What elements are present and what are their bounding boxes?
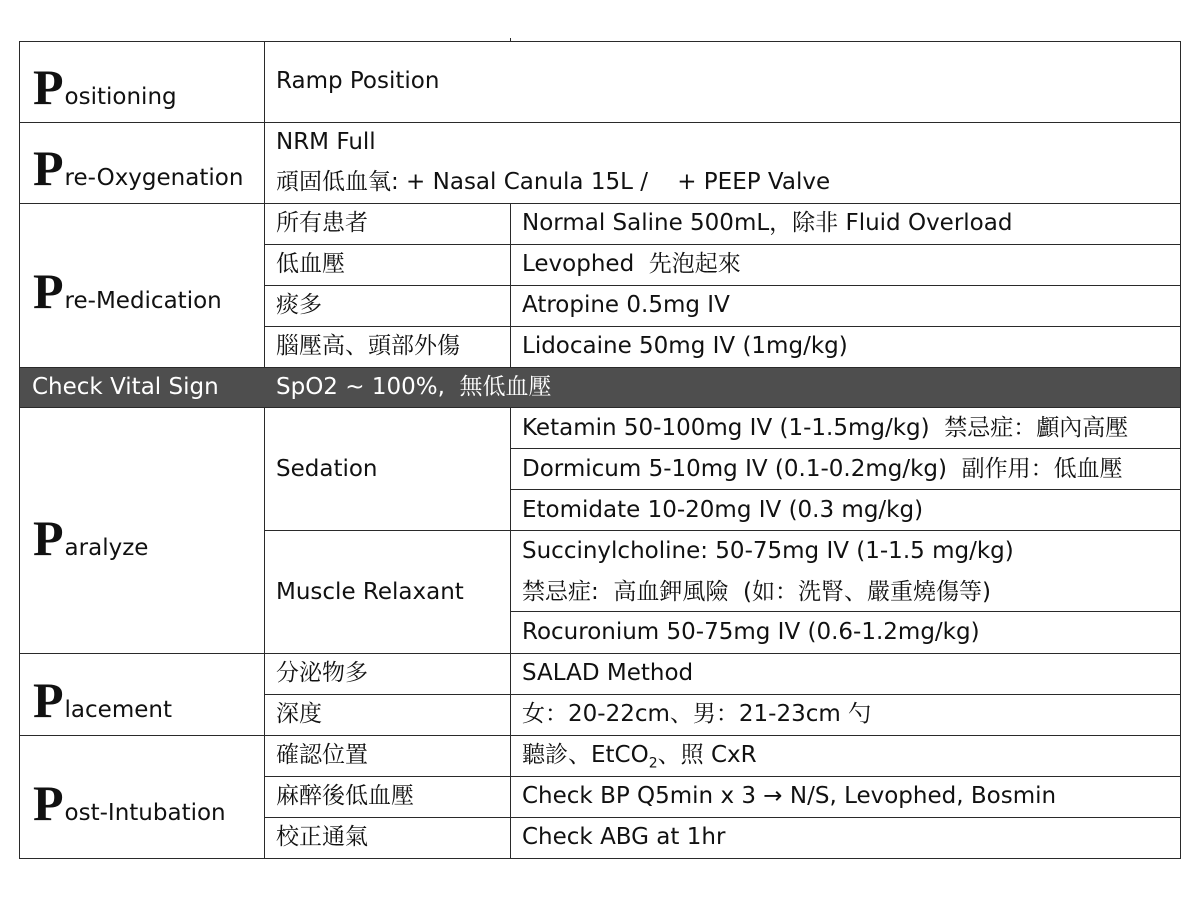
label-rest: re-Medication [64,288,222,314]
post-intubation-condition: 確認位置 [276,742,368,768]
initial-letter: P [33,510,64,566]
sedation-drug: Etomidate 10-20mg IV (0.3 mg/kg) [522,497,924,523]
paralyze-label [33,510,149,566]
initial-letter: P [33,672,64,728]
rule [19,203,1181,204]
pre-oxygenation-line2: 頑固低血氧: + Nasal Canula 15L / + PEEP Valve [276,169,831,195]
label-rest: ost-Intubation [64,800,226,826]
rule [510,489,1181,490]
post-intubation-label [33,775,226,831]
post-intubation-treatment [522,740,757,779]
label-rest: ositioning [64,84,177,110]
rule [264,530,1181,531]
label-rest: aralyze [64,535,149,561]
rule [264,244,1181,245]
rule [510,448,1181,449]
rule [510,203,511,367]
sedation-label: Sedation [276,456,378,482]
rule [19,122,1181,123]
premed-treatment: Lidocaine 50mg IV (1mg/kg) [522,333,848,359]
rule [19,367,1181,368]
premed-treatment: Levophed 先泡起來 [522,251,741,277]
sedation-drug: Ketamin 50-100mg IV (1-1.5mg/kg) 禁忌症：顱內高壓 [522,415,1129,441]
placement-condition: 深度 [276,701,322,727]
rule [19,41,1181,42]
subscript-text: 2 [648,755,658,772]
premed-condition: 腦壓高、頭部外傷 [276,333,460,359]
treatment-text: 、照 CxR [657,742,757,768]
placement-treatment: SALAD Method [522,660,694,686]
rule [264,817,1181,818]
pre-oxygenation-line1: NRM Full [276,129,376,155]
rule [19,407,1181,408]
initial-letter: P [33,140,64,196]
premed-condition: 低血壓 [276,251,345,277]
rule [19,858,1181,859]
succinylcholine-contraindication: 禁忌症: 高血鉀風險 (如：洗腎、嚴重燒傷等) [522,579,991,605]
rule [1180,41,1181,859]
initial-letter: P [33,263,64,319]
rule [510,407,511,859]
positioning-detail: Ramp Position [276,68,440,94]
check-vital-sign-detail: SpO2 ~ 100%, 無低血壓 [276,374,552,400]
post-intubation-condition: 校正通氣 [276,824,368,850]
placement-condition: 分泌物多 [276,660,368,686]
rule [19,41,20,859]
rule [510,38,511,42]
placement-label [33,672,172,728]
rule [264,326,1181,327]
premed-condition: 痰多 [276,292,322,318]
label-rest: lacement [64,697,172,723]
placement-treatment: 女：20-22cm、男：21-23cm 勺 [522,701,872,727]
premed-treatment: Atropine 0.5mg IV [522,292,730,318]
post-intubation-condition: 麻醉後低血壓 [276,783,414,809]
rule [510,611,1181,612]
label-rest: re-Oxygenation [64,165,244,191]
premed-treatment: Normal Saline 500mL，除非 Fluid Overload [522,210,1013,236]
pre-oxygenation-label [33,140,244,196]
initial-letter: P [33,775,64,831]
muscle-relaxant-label: Muscle Relaxant [276,579,464,605]
rule [19,653,1181,654]
premed-condition: 所有患者 [276,210,368,236]
pre-medication-label [33,263,222,319]
rule [264,407,265,859]
post-intubation-treatment: Check ABG at 1hr [522,824,726,850]
check-vital-sign-label: Check Vital Sign [32,374,219,400]
rule [19,735,1181,736]
rule [264,285,1181,286]
rule [264,694,1181,695]
intubation-protocol-table [19,41,1181,859]
rocuronium-dose: Rocuronium 50-75mg IV (0.6-1.2mg/kg) [522,619,980,645]
sedation-drug: Dormicum 5-10mg IV (0.1-0.2mg/kg) 副作用：低血壓 [522,456,1123,482]
initial-letter: P [33,59,64,115]
succinylcholine-dose: Succinylcholine: 50-75mg IV (1-1.5 mg/kg) [522,538,1014,564]
treatment-text: 聽診、EtCO [522,742,649,768]
rule [264,41,265,367]
positioning-label [33,59,177,115]
post-intubation-treatment: Check BP Q5min x 3 → N/S, Levophed, Bosmin [522,783,1057,809]
